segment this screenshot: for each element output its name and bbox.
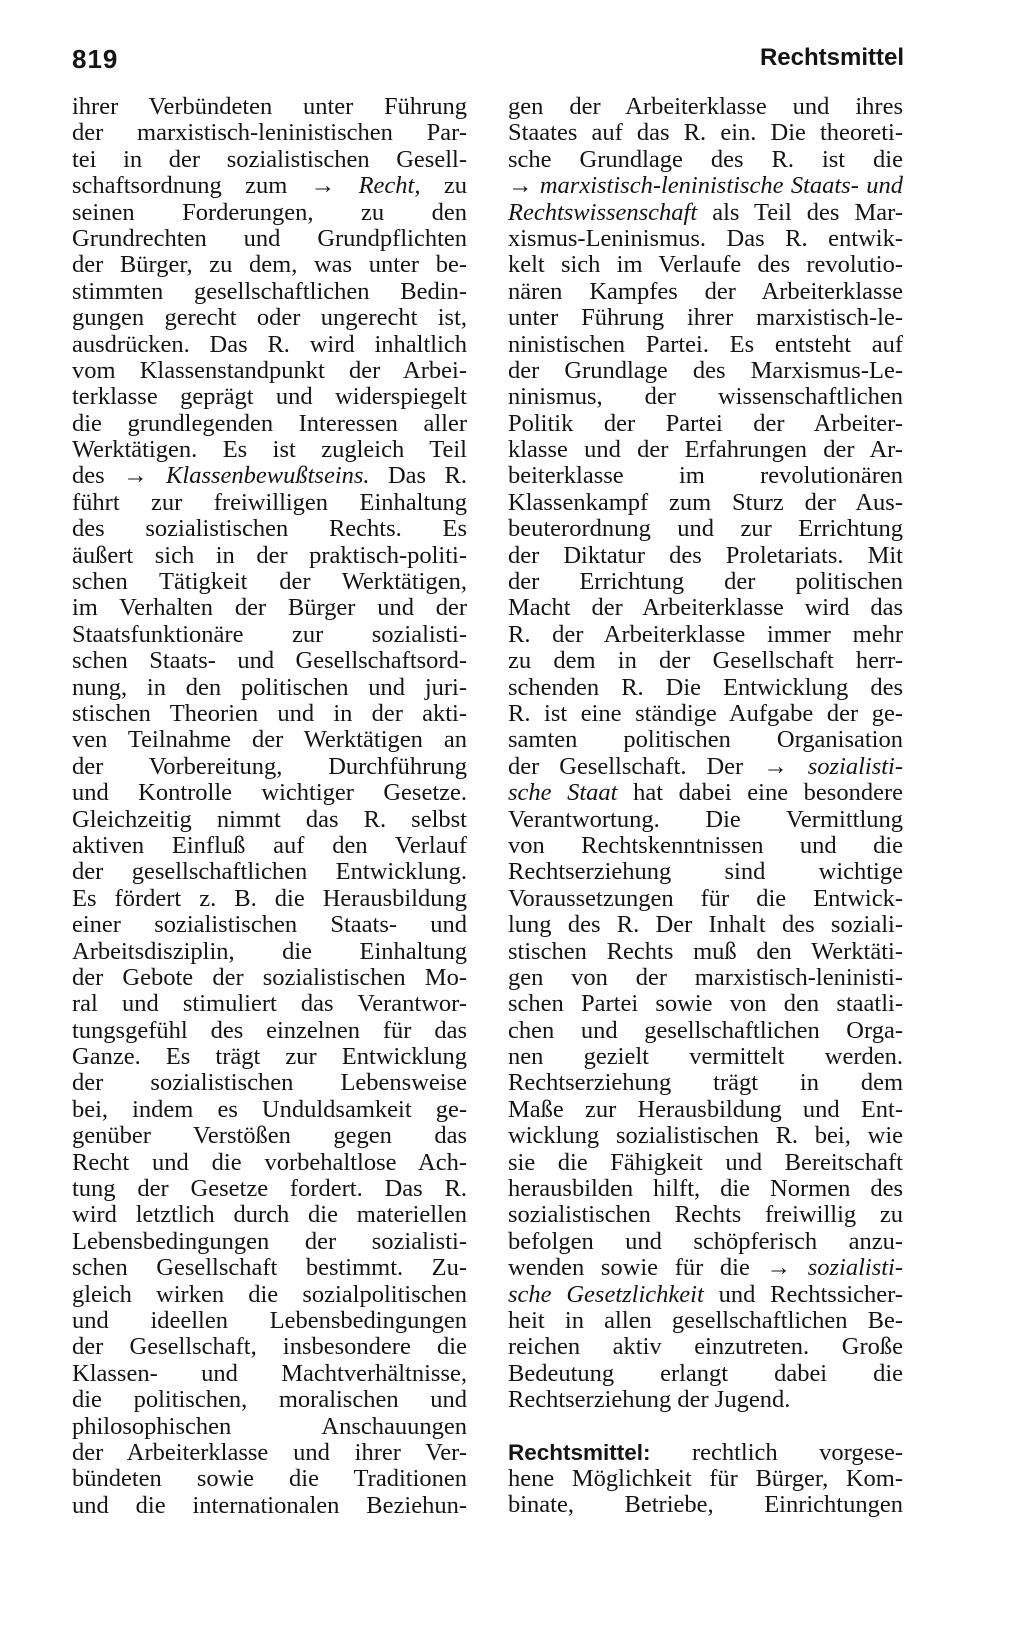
text-line: der Grundlage des Marxismus-Le- xyxy=(508,356,903,384)
text-line: ral und stimuliert das Verantwor- xyxy=(72,990,467,1018)
text-line: Staatsfunktionäre zur sozialisti- xyxy=(72,620,467,648)
text-line: einer sozialistischen Staats- und xyxy=(72,911,467,939)
text-line: Staates auf das R. ein. Die theoreti- xyxy=(508,119,903,147)
text-line: ihrer Verbündeten unter Führung xyxy=(72,93,467,120)
text-line: sche Gesetzlichkeit und Rechtssicher- xyxy=(508,1280,903,1308)
text-line: Ganze. Es trägt zur Entwicklung xyxy=(72,1043,467,1071)
text-line: xismus-Leninismus. Das R. entwik- xyxy=(508,224,903,252)
running-head: Rechtsmittel xyxy=(759,44,904,71)
text-line: nen gezielt vermittelt werden. xyxy=(508,1043,903,1071)
text-line: Grundrechten und Grundpflichten xyxy=(72,224,467,252)
text-line: der Gebote der sozialistischen Mo- xyxy=(72,963,467,991)
text-line: tei in der sozialistischen Gesell- xyxy=(72,145,467,173)
text-line: die grundlegenden Interessen aller xyxy=(72,409,467,437)
text-line: Voraussetzungen für die Entwick- xyxy=(508,884,903,912)
text-line: bündeten sowie die Traditionen xyxy=(72,1465,467,1493)
text-line: sozialistischen Rechts freiwillig zu xyxy=(508,1201,903,1229)
text-line: Maße zur Herausbildung und Ent- xyxy=(508,1095,903,1123)
text-line: der Errichtung der politischen xyxy=(508,568,903,596)
text-line: Es fördert z. B. die Herausbildung xyxy=(72,884,467,912)
text-line: stischen Theorien und in der akti- xyxy=(72,699,467,727)
text-line: äußert sich in der praktisch-politi- xyxy=(72,541,467,569)
text-line: R. ist eine ständige Aufgabe der ge- xyxy=(508,699,903,727)
text-line: die politischen, moralischen und xyxy=(72,1386,467,1414)
text-line: stischen Rechts muß den Werktäti- xyxy=(508,937,903,965)
text-line: schen Staats- und Gesellschaftsord- xyxy=(72,647,467,675)
text-line: und die internationalen Beziehun- xyxy=(72,1491,467,1519)
text-line: reichen aktiv einzutreten. Große xyxy=(508,1333,903,1361)
text-line: genüber Verstößen gegen das xyxy=(72,1122,467,1150)
text-line: der Diktatur des Proletariats. Mit xyxy=(508,541,903,569)
text-line: schen Partei sowie von den staatli- xyxy=(508,990,903,1018)
text-line: ven Teilnahme der Werktätigen an xyxy=(72,726,467,754)
text-line: stimmten gesellschaftlichen Bedin- xyxy=(72,277,467,305)
text-line: Klassenkampf zum Sturz der Aus- xyxy=(508,488,903,516)
page-number: 819 xyxy=(72,44,119,74)
text-line: schen Tätigkeit der Werktätigen, xyxy=(72,568,467,596)
page-header xyxy=(72,40,904,80)
text-line: der Bürger, zu dem, was unter be- xyxy=(72,251,467,279)
text-line: samten politischen Organisation xyxy=(508,726,903,754)
text-line: R. der Arbeiterklasse immer mehr xyxy=(508,620,903,648)
entry-separator xyxy=(508,1414,903,1440)
cross-reference-sozialistische-staat[interactable]: sozialisti- xyxy=(807,752,903,780)
text-line: sche Grundlage des R. ist die xyxy=(508,145,903,173)
text-line: schenden R. Die Entwicklung des xyxy=(508,673,903,701)
text-line: Arbeitsdisziplin, die Einhaltung xyxy=(72,937,467,965)
text-line: tung der Gesetze fordert. Das R. xyxy=(72,1175,467,1203)
text-line: schen Gesellschaft bestimmt. Zu- xyxy=(72,1254,467,1282)
text-line: ninistischen Partei. Es entsteht auf xyxy=(508,330,903,358)
text-line: der Gesellschaft. Der → sozialisti- xyxy=(508,752,903,780)
text-line: gen von der marxistisch-leninisti- xyxy=(508,963,903,991)
headword-rechtsmittel: Rechtsmittel: xyxy=(508,1439,651,1465)
text-line: heit in allen gesellschaftlichen Be- xyxy=(508,1306,903,1334)
text-line: vom Klassenstandpunkt der Arbei- xyxy=(72,356,467,384)
text-line: wicklung sozialistischen R. bei, wie xyxy=(508,1122,903,1150)
text-line: befolgen und schöpferisch anzu- xyxy=(508,1227,903,1255)
text-line: kelt sich im Verlaufe des revolutio- xyxy=(508,251,903,279)
cross-reference-sozialistische-gesetzlichkeit-cont[interactable]: sche Gesetzlichkeit xyxy=(508,1280,704,1308)
text-line: und ideellen Lebensbedingungen xyxy=(72,1306,467,1334)
text-line: schaftsordnung zum → Recht, zu xyxy=(72,172,468,200)
text-line: beuterordnung und zur Errichtung xyxy=(508,515,903,543)
text-line: führt zur freiwilligen Einhaltung xyxy=(72,488,467,516)
text-line: Gleichzeitig nimmt das R. selbst xyxy=(72,805,467,833)
text-line: Rechtswissenschaft als Teil des Mar- xyxy=(508,198,903,226)
text-line: philosophischen Anschauungen xyxy=(72,1412,467,1440)
text-line: der Vorbereitung, Durchführung xyxy=(72,752,467,780)
text-line: ausdrücken. Das R. wird inhaltlich xyxy=(72,330,467,358)
cross-reference-staats-und-rechtswissenschaft[interactable]: marxistisch-leninistische Staats- und xyxy=(539,172,903,200)
text-line: gleich wirken die sozialpolitischen xyxy=(72,1280,467,1308)
cross-reference-klassenbewusstsein[interactable]: Klassenbewußtseins. xyxy=(166,462,370,490)
text-line: und Kontrolle wichtiger Gesetze. xyxy=(72,779,467,807)
text-line: unter Führung ihrer marxistisch-le- xyxy=(508,304,903,332)
text-line: nären Kampfes der Arbeiterklasse xyxy=(508,277,903,305)
text-line: seinen Forderungen, zu den xyxy=(72,198,467,226)
cross-reference-sozialistische-gesetzlichkeit[interactable]: sozialisti- xyxy=(807,1254,903,1282)
text-line: Verantwortung. Die Vermittlung xyxy=(508,805,903,833)
text-line: Recht und die vorbehaltlose Ach- xyxy=(72,1148,467,1176)
text-line: der Gesellschaft, insbesondere die xyxy=(72,1333,467,1361)
text-line: wird letztlich durch die materiellen xyxy=(72,1201,467,1229)
text-line: gen der Arbeiterklasse und ihres xyxy=(508,93,903,120)
text-line: sie die Fähigkeit und Bereitschaft xyxy=(508,1148,903,1176)
text-line: der gesellschaftlichen Entwicklung. xyxy=(72,858,467,886)
text-line: der sozialistischen Lebensweise xyxy=(72,1069,467,1097)
text-line: → marxistisch-leninistische Staats- und xyxy=(508,172,903,200)
text-line: gungen gerecht oder ungerecht ist, xyxy=(72,304,467,332)
text-line: lung des R. Der Inhalt des soziali- xyxy=(508,911,903,939)
text-line: der marxistisch-leninistischen Par- xyxy=(72,119,467,147)
text-line: Rechtserziehung der Jugend. xyxy=(508,1386,791,1414)
text-line: chen und gesellschaftlichen Orga- xyxy=(508,1016,903,1044)
text-line: Rechtserziehung trägt in dem xyxy=(508,1069,903,1097)
text-line: Lebensbedingungen der sozialisti- xyxy=(72,1227,467,1255)
cross-reference-staats-und-rechtswissenschaft-cont[interactable]: Rechtswissenschaft xyxy=(508,198,698,226)
text-line: nung, in den politischen und juri- xyxy=(72,673,467,701)
left-column xyxy=(72,94,467,1519)
text-line: Rechtserziehung sind wichtige xyxy=(508,858,903,886)
text-line: Werktätigen. Es ist zugleich Teil xyxy=(72,436,467,464)
text-line: des → Klassenbewußtseins. Das R. xyxy=(72,462,467,490)
text-line: von Rechtskenntnissen und die xyxy=(508,831,903,859)
text-line: zu dem in der Gesellschaft herr- xyxy=(508,647,903,675)
text-line: bei, indem es Unduldsamkeit ge- xyxy=(72,1095,467,1123)
text-line: tungsgefühl des einzelnen für das xyxy=(72,1016,467,1044)
text-line: wenden sowie für die → sozialisti- xyxy=(508,1254,903,1282)
text-line: herausbilden hilft, die Normen des xyxy=(508,1175,903,1203)
text-line: hene Möglichkeit für Bürger, Kom- xyxy=(508,1464,903,1492)
text-line: ninismus, der wissenschaftlichen xyxy=(508,383,903,411)
text-line: binate, Betriebe, Einrichtungen xyxy=(508,1491,903,1519)
text-line: der Arbeiterklasse und ihrer Ver- xyxy=(72,1438,467,1466)
text-line: Macht der Arbeiterklasse wird das xyxy=(508,594,903,622)
text-line: beiterklasse im revolutionären xyxy=(508,462,903,490)
text-line: Bedeutung erlangt dabei die xyxy=(508,1359,903,1387)
cross-reference-sozialistische-staat-cont[interactable]: sche Staat xyxy=(508,779,618,807)
text-line: sche Staat hat dabei eine besondere xyxy=(508,779,903,807)
entry-rechtsmittel-line: Rechtsmittel: rechtlich vorgese- xyxy=(508,1438,903,1466)
text-line: aktiven Einfluß auf den Verlauf xyxy=(72,831,467,859)
text-line: des sozialistischen Rechts. Es xyxy=(72,515,467,543)
cross-reference-recht[interactable]: Recht, xyxy=(358,172,421,200)
right-column xyxy=(508,94,903,1519)
text-line: klasse und der Erfahrungen der Ar- xyxy=(508,436,903,464)
text-line: terklasse geprägt und widerspiegelt xyxy=(72,383,467,411)
text-line: im Verhalten der Bürger und der xyxy=(72,594,467,622)
text-line: Politik der Partei der Arbeiter- xyxy=(508,409,903,437)
text-line: Klassen- und Machtverhältnisse, xyxy=(72,1359,467,1387)
